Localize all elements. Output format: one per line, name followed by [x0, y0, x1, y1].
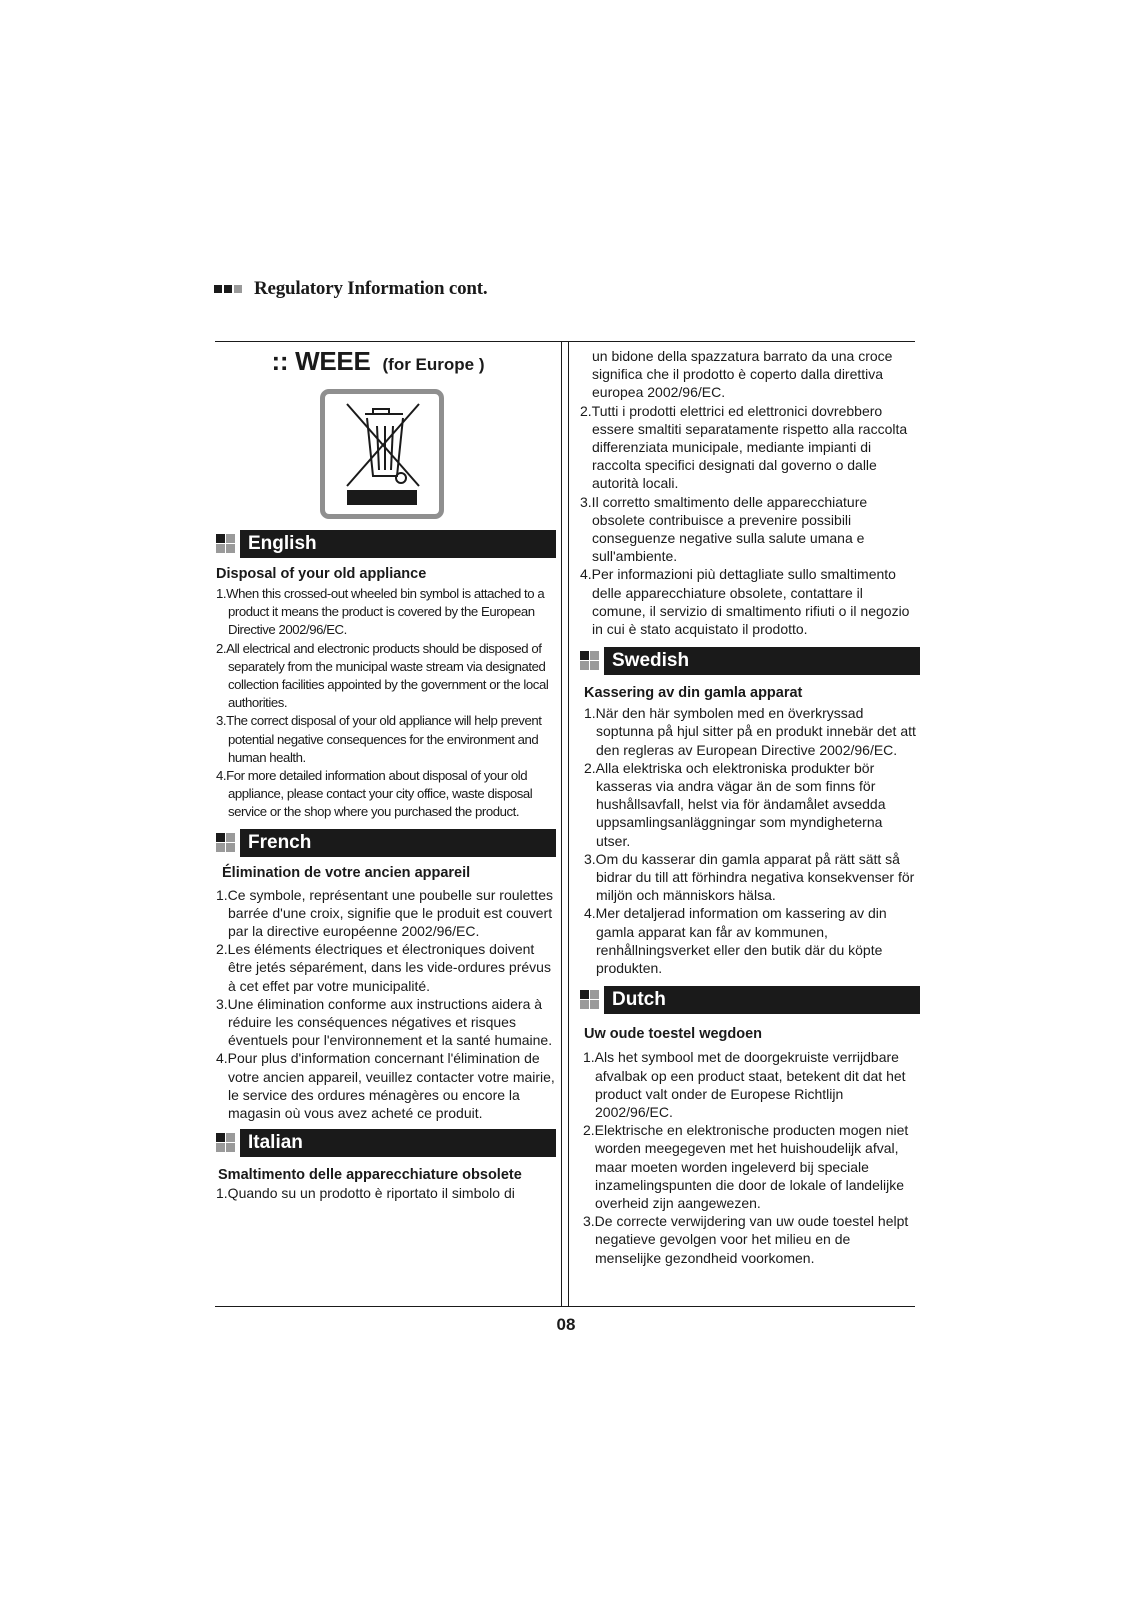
- section-header-swedish: [580, 646, 920, 676]
- list-item: 4.Pour plus d'information concernant l'élimination de votre ancien appareil, veuillez contacter votre mairie, le service des ordures ménagères ou encore la magasin où vous avez acheté ce produit.: [216, 1050, 555, 1122]
- list-item: 1.Ce symbole, représentant une poubelle sur roulettes barrée d'une croix, signifie que le produit est couvert par la directive européenne 2002/96/EC.: [216, 886, 553, 940]
- italian-items-left: [216, 1184, 556, 1202]
- section-header-italian: [216, 1128, 556, 1158]
- list-item: 4.Mer detaljerad information om kassering av din gamla apparat kan får av kommunen, renhållningsverket eller den butik där du köpte produkten.: [584, 905, 887, 977]
- list-item: 2.All electrical and electronic products should be disposed of separately from the municipal waste stream via designated collection facilities appointed by the government or the local authorities.: [216, 640, 549, 711]
- swedish-items: [580, 704, 920, 977]
- list-item: 2.Elektrische en elektronische producten mogen niet worden meegegeven met het huishoudelijk afval, maar moeten worden ingeleverd bij speciale inzamelingspunten die door de lokale of landelijke overheid zijn aangewezen.: [583, 1122, 909, 1211]
- list-item: 1.When this crossed-out wheeled bin symbol is attached to a product it means the product is covered by the European Directive 2002/96/EC.: [216, 586, 545, 638]
- section-subtitle: Disposal of your old appliance: [216, 566, 427, 582]
- section-label: Dutch: [604, 986, 920, 1014]
- header-square-icon: [214, 285, 222, 293]
- page-number: 08: [556, 1315, 576, 1334]
- section-label: Swedish: [604, 647, 920, 675]
- bottom-rule: [215, 1306, 915, 1307]
- column-divider: [568, 341, 569, 1306]
- dutch-items: [580, 1048, 920, 1266]
- section-squares-icon: [216, 1131, 236, 1155]
- list-item: 3.De correcte verwijdering van uw oude toestel helpt negatieve gevolgen voor het milieu en de menselijke gezondheid voorkomen.: [583, 1213, 909, 1266]
- section-squares-icon: [216, 532, 236, 556]
- list-item: 3.Om du kasserar din gamla apparat på rätt sätt så bidrar du till att förhindra negativa konsekvenser för miljön och människors hälsa.: [584, 850, 915, 904]
- english-items: [216, 585, 556, 822]
- section-header-dutch: [580, 985, 920, 1015]
- section-header-french: [216, 828, 556, 858]
- header-square-icon: [234, 285, 242, 293]
- list-item: 2.Tutti i prodotti elettrici ed elettronici dovrebbero essere smaltiti separatamente rispetto alla raccolta differenziata municipale, mediante impianti di raccolta specifici designati dal governo o dalle autorità locali.: [580, 402, 908, 492]
- weee-title: [228, 346, 528, 377]
- page-title: Regulatory Information cont.: [254, 278, 488, 299]
- weee-subheading: (for Europe ): [382, 355, 485, 374]
- section-squares-icon: [580, 649, 600, 673]
- section-label: English: [240, 530, 556, 558]
- list-item: 4.Per informazioni più dettagliate sullo smaltimento delle apparecchiature obsolete, contattare il comune, il servizio di smaltimento rifiuti o il negozio in cui è stato acquistato il prodotto.: [580, 566, 910, 638]
- column-divider: [561, 341, 562, 1306]
- list-item: 2.Les éléments électriques et électroniques doivent être jetés séparément, dans les vide-ordures prévus à cet effet par votre municipalité.: [216, 941, 551, 994]
- page-header: [214, 274, 487, 304]
- list-item: 2.Alla elektriska och elektroniska produkter bör kasseras via andra vägar än de som finns för hushållsavfall, helst via för ändamålet avsedda uppsamlingsanläggningar som myndigheterna utser.: [584, 759, 886, 849]
- list-item: 4.For more detailed information about disposal of your old appliance, please contact your city office, waste disposal service or the shop where you purchased the product.: [216, 768, 533, 820]
- list-item: 1.Quando su un prodotto è riportato il simbolo di: [216, 1185, 515, 1202]
- section-subtitle: Uw oude toestel wegdoen: [584, 1026, 763, 1043]
- list-item: 1.När den här symbolen med en överkryssad soptunna på hjul sitter på en produkt innebär det att den regleras av European Directive 2002/96/EC.: [584, 705, 916, 758]
- italian-items-right: [580, 347, 920, 638]
- section-squares-icon: [580, 988, 600, 1012]
- weee-heading: :: WEEE: [271, 346, 371, 376]
- crossed-bin-icon: [320, 389, 444, 519]
- list-item: 3.The correct disposal of your old appliance will help prevent potential negative consequences for the environment and human health.: [216, 713, 542, 765]
- left-column: [216, 346, 556, 1202]
- top-rule: [215, 341, 915, 342]
- section-subtitle: Kassering av din gamla apparat: [584, 685, 803, 702]
- section-label: Italian: [240, 1129, 556, 1157]
- french-items: [216, 886, 556, 1123]
- right-column: [580, 347, 920, 1267]
- header-square-icon: [224, 285, 232, 293]
- section-label: French: [240, 829, 556, 857]
- list-item: 3.Une élimination conforme aux instructions aidera à réduire les conséquences négatives et risques éventuels pour l'environnement et la santé humaine.: [216, 995, 553, 1049]
- list-item: un bidone della spazzatura barrato da una croce significa che il prodotto è coperto dalla direttiva europea 2002/96/EC.: [592, 348, 893, 401]
- section-subtitle: Élimination de votre ancien appareil: [222, 864, 471, 881]
- section-subtitle: Smaltimento delle apparecchiature obsolete: [218, 1167, 522, 1184]
- bin-underline-bar: [347, 490, 417, 505]
- section-header-english: [216, 529, 556, 559]
- list-item: 1.Als het symbool met de doorgekruiste verrijdbare afvalbak op een product staat, betekent dit dat het product valt onder de Europese Richtlijn 2002/96/EC.: [583, 1049, 906, 1120]
- list-item: 3.Il corretto smaltimento delle apparecchiature obsolete contribuisce a prevenire possibili conseguenze negative sulla salute umana e sull'ambiente.: [580, 493, 868, 565]
- section-squares-icon: [216, 831, 236, 855]
